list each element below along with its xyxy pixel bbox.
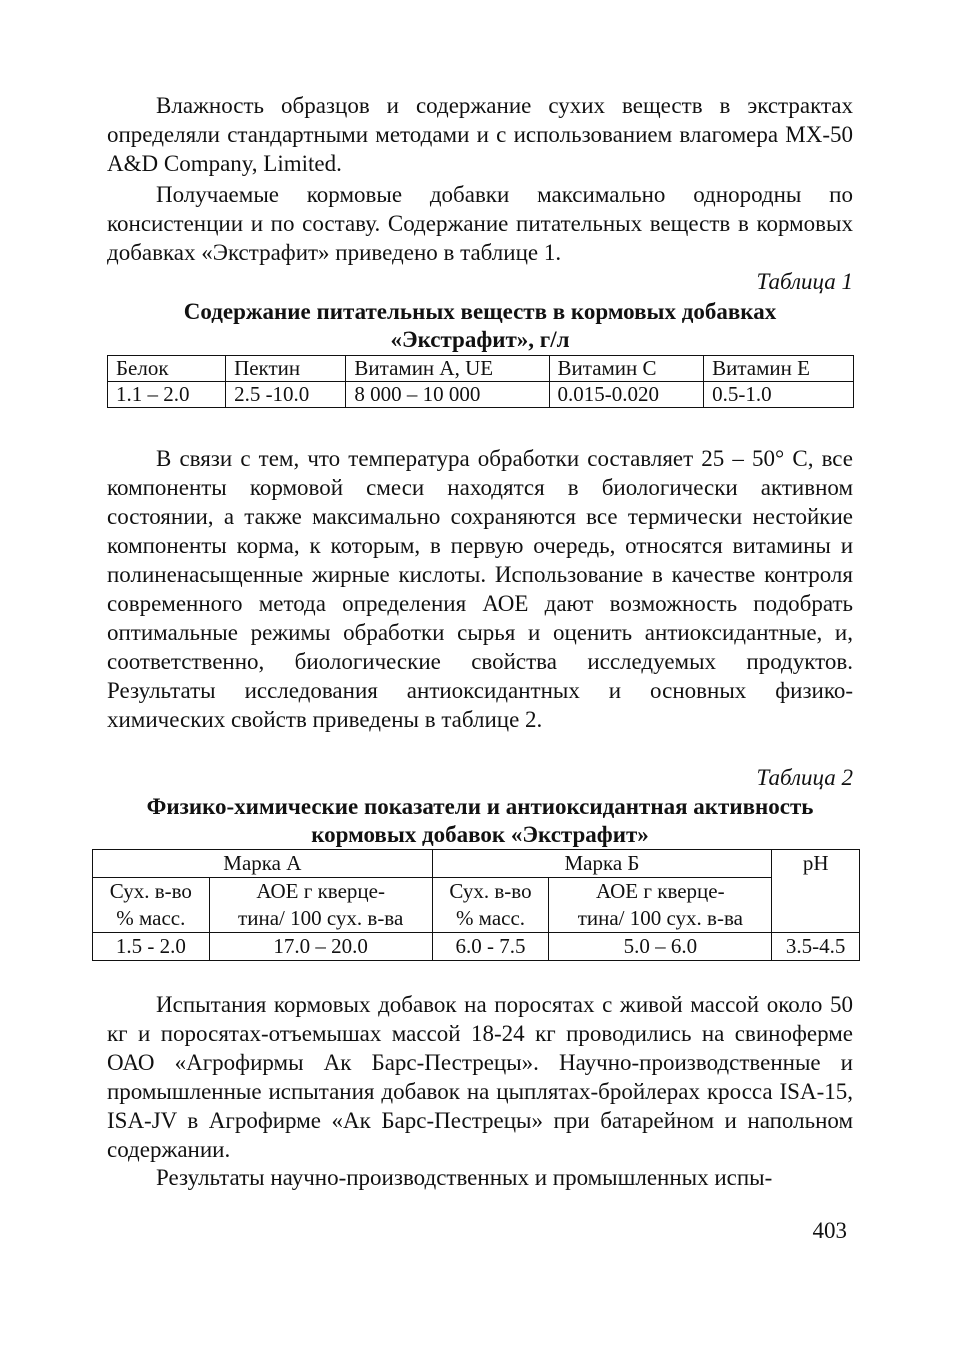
table2-subheader-aoe bbox=[549, 878, 772, 933]
paragraph-moisture-methods: Влажность образцов и содержание сухих веществ в экстрактах определяли стандартными методами и с использованием влагомера MX-50 A&D Company, Limited. bbox=[107, 93, 853, 176]
table1-title-line2: «Экстрафит», г/л bbox=[390, 327, 570, 352]
paragraph-results: Результаты научно-производственных и промышленных испы- bbox=[156, 1165, 773, 1190]
table1-value-cell: 0.015-0.020 bbox=[549, 382, 704, 408]
table2-value-cell: 17.0 – 20.0 bbox=[209, 933, 432, 961]
table-row bbox=[93, 850, 860, 878]
table1-header-cell: Витамин А, UE bbox=[346, 356, 549, 382]
table1-caption: Таблица 1 bbox=[756, 269, 853, 294]
paragraph-processing-temperature: В связи с тем, что температура обработки составляет 25 – 50° С, все компоненты кормовой смеси находятся в биологически активном состоянии, а также максимально сохраняются все термически нестойкие компоненты корма, к которым, в первую очередь, относятся витамины и полиненасыщенные жирные кислоты. Использование в качестве контроля современного метода определения АОЕ дают возможность подобрать оптимальные режимы обработки сырья и оценить антиоксидантные, и, соответственно, биологические свойства исследуемых продуктов. Результаты исследования антиоксидантных и основных физико-химических свойств приведены в таблице 2. bbox=[107, 446, 853, 732]
subheader-line: Сух. в-во bbox=[449, 879, 532, 903]
paragraph-feed-additives: Получаемые кормовые добавки максимально однородны по консистенции и по составу. Содержание питательных веществ в кормовых добавках «Экстрафит» приведено в таблице 1. bbox=[107, 182, 853, 265]
table1-value-cell: 0.5-1.0 bbox=[704, 382, 854, 408]
table2-value-cell: 6.0 - 7.5 bbox=[432, 933, 549, 961]
table2-subheader-dry bbox=[93, 878, 210, 933]
page-number: 403 bbox=[812, 1218, 847, 1243]
table1-value-cell: 8 000 – 10 000 bbox=[346, 382, 549, 408]
table2-subheader-aoe bbox=[209, 878, 432, 933]
table2-title-line1: Физико-химические показатели и антиоксидантная активность bbox=[146, 794, 814, 819]
table1-header-cell: Витамин Е bbox=[704, 356, 854, 382]
table1-value-cell: 2.5 -10.0 bbox=[226, 382, 346, 408]
table2-title-line2: кормовых добавок «Экстрафит» bbox=[311, 822, 649, 847]
table2-subheader-dry bbox=[432, 878, 549, 933]
subheader-line: АОЕ г кверце- bbox=[256, 879, 385, 903]
table1-header-cell: Белок bbox=[108, 356, 226, 382]
subheader-line: Сух. в-во bbox=[109, 879, 192, 903]
table-row bbox=[93, 878, 860, 933]
table1-header-cell: Пектин bbox=[226, 356, 346, 382]
table2-title bbox=[100, 793, 860, 849]
table-row bbox=[93, 933, 860, 961]
table2-physicochemical bbox=[92, 849, 860, 961]
subheader-line: АОЕ г кверце- bbox=[596, 879, 725, 903]
table1-value-cell: 1.1 – 2.0 bbox=[108, 382, 226, 408]
table2-value-cell: 3.5-4.5 bbox=[772, 933, 860, 961]
table2-caption: Таблица 2 bbox=[756, 765, 853, 790]
subheader-line: % масс. bbox=[455, 906, 526, 930]
table-row bbox=[108, 356, 854, 382]
table1-title-line1: Содержание питательных веществ в кормовых добавках bbox=[183, 299, 777, 324]
table1-title bbox=[107, 298, 853, 354]
table2-value-cell: 5.0 – 6.0 bbox=[549, 933, 772, 961]
table1-nutrients bbox=[107, 355, 854, 408]
subheader-line: % масс. bbox=[116, 906, 186, 930]
table-row bbox=[108, 382, 854, 408]
table2-group-a: Марка А bbox=[93, 850, 433, 878]
table2-ph-header: pH bbox=[772, 850, 860, 933]
table1-header-cell: Витамин С bbox=[549, 356, 704, 382]
subheader-line: тина/ 100 сух. в-ва bbox=[577, 906, 743, 930]
table2-group-b: Марка Б bbox=[432, 850, 772, 878]
table2-value-cell: 1.5 - 2.0 bbox=[93, 933, 210, 961]
subheader-line: тина/ 100 сух. в-ва bbox=[238, 906, 404, 930]
paragraph-trials: Испытания кормовых добавок на поросятах с живой массой около 50 кг и поросятах-отъемышах массой 18-24 кг проводились на свиноферме ОАО «Агрофирмы Ак Барс-Пестрецы». Научно-производственные и промышленные испытания добавок на цыплятах-бройлерах кросса ISA-15, ISA-JV в Агрофирме «Ак Барс-Пестрецы» при батарейном и напольном содержании. bbox=[107, 992, 853, 1162]
